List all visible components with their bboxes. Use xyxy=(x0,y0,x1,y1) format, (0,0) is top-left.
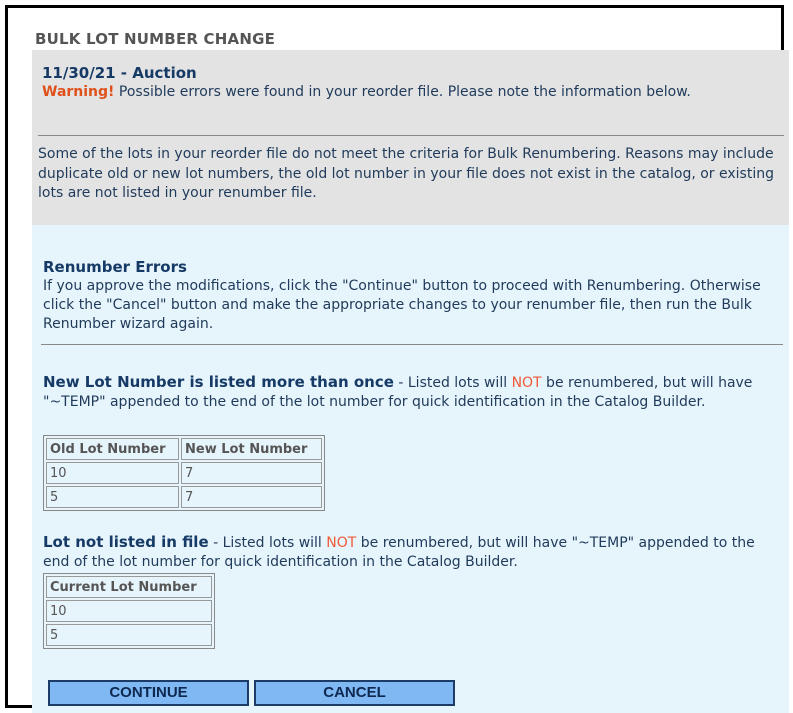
reasons-text: Some of the lots in your reorder file do not meet the criteria for Bulk Renumbering. Reasons may include duplicate old or new lot numbers, the old lot number in your file does not exist in the catalog, or existing lots are not listed in your renumber file. xyxy=(38,146,774,201)
table-row xyxy=(46,486,322,508)
dialog-frame xyxy=(5,5,784,708)
duplicate-new-lot-title: New Lot Number is listed more than once xyxy=(43,373,394,391)
divider xyxy=(41,344,783,345)
renumber-errors-section xyxy=(43,258,785,334)
column-header-current-lot: Current Lot Number xyxy=(46,576,212,598)
table-row xyxy=(46,462,322,484)
lot-not-listed-section xyxy=(43,533,785,572)
not-word: NOT xyxy=(511,375,542,391)
old-lot-cell: 5 xyxy=(46,486,179,508)
duplicate-new-lot-text-before: - Listed lots will xyxy=(393,375,512,391)
renumber-errors-title: Renumber Errors xyxy=(43,258,187,276)
duplicate-new-lot-text-after: be renumbered, but will have "~TEMP" appended to the end of the lot number for quick identification in the Catalog Builder. xyxy=(43,375,753,410)
continue-button[interactable]: CONTINUE xyxy=(48,680,249,706)
auction-header: 11/30/21 - Auction xyxy=(42,64,197,82)
renumber-errors-text: If you approve the modifications, click the "Continue" button to proceed with Renumbering. Otherwise click the "Cancel" button and make the appropriate changes to your renumber file, then run the Bulk Renumber wizard again. xyxy=(43,278,761,332)
lot-not-listed-table xyxy=(43,573,215,649)
column-header-new-lot: New Lot Number xyxy=(181,438,322,460)
lot-not-listed-title: Lot not listed in file xyxy=(43,533,209,551)
old-lot-cell: 10 xyxy=(46,462,179,484)
new-lot-cell: 7 xyxy=(181,486,322,508)
current-lot-cell: 5 xyxy=(46,624,212,646)
duplicate-new-lot-section xyxy=(43,373,785,412)
new-lot-cell: 7 xyxy=(181,462,322,484)
duplicate-new-lot-description xyxy=(43,373,785,412)
current-lot-cell: 10 xyxy=(46,600,212,622)
table-row xyxy=(46,600,212,622)
page-title: BULK LOT NUMBER CHANGE xyxy=(35,30,276,48)
warning-text: Possible errors were found in your reorder file. Please note the information below. xyxy=(114,84,691,100)
lot-not-listed-text-after: be renumbered, but will have "~TEMP" appended to the end of the lot number for quick identification in the Catalog Builder. xyxy=(43,535,755,570)
table-row xyxy=(46,624,212,646)
warning-label: Warning! xyxy=(42,84,115,100)
divider xyxy=(38,135,784,136)
cancel-button[interactable]: CANCEL xyxy=(254,680,455,706)
not-word: NOT xyxy=(326,535,357,551)
lot-not-listed-description xyxy=(43,533,785,572)
errors-panel xyxy=(32,225,789,713)
warning-panel xyxy=(32,50,789,225)
column-header-old-lot: Old Lot Number xyxy=(46,438,179,460)
warning-message xyxy=(42,83,742,102)
lot-not-listed-text-before: - Listed lots will xyxy=(208,535,327,551)
duplicate-lots-table xyxy=(43,435,325,511)
